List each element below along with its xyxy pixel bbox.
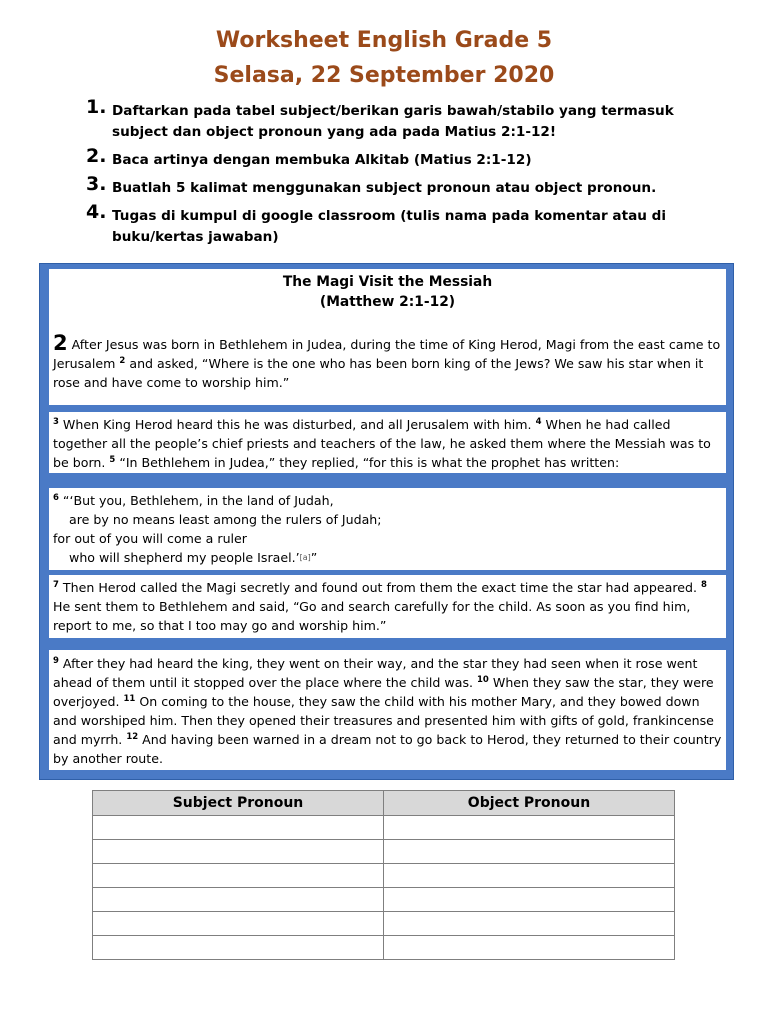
passage-box: [39, 263, 734, 780]
verse-number: 8: [701, 580, 707, 590]
verse-number: 2: [119, 356, 126, 366]
verse-number: 9: [53, 656, 59, 666]
object-pronoun-cell[interactable]: [384, 888, 675, 912]
instruction-number: 2.: [86, 145, 107, 167]
instruction-number: 4.: [86, 201, 107, 223]
instruction-text: Buatlah 5 kalimat menggunakan subject pronoun atau object pronoun.: [112, 180, 657, 196]
instruction-item: [86, 96, 686, 143]
subject-pronoun-cell[interactable]: [93, 888, 384, 912]
instruction-item: [86, 201, 686, 248]
table-row: [93, 936, 675, 960]
passage-panel-intro: [49, 269, 726, 405]
worksheet-date: Selasa, 22 September 2020: [213, 63, 555, 88]
object-pronoun-cell[interactable]: [384, 936, 675, 960]
passage-poem: [53, 491, 722, 567]
subject-pronoun-cell[interactable]: [93, 912, 384, 936]
table-header-row: [93, 791, 675, 816]
instruction-text: Daftarkan pada tabel subject/berikan garis bawah/stabilo yang termasuk subject dan object pronoun yang ada pada Matius 2:1-12!: [112, 103, 674, 140]
subject-pronoun-header: Subject Pronoun: [93, 791, 384, 816]
poem-line: are by no means least among the rulers of Judah;: [53, 512, 382, 527]
verse-text: When he had called together all the people’s chief priests and teachers of the law, he asked them where the Messiah was to be born.: [53, 417, 711, 470]
verse-number: 7: [53, 580, 59, 590]
verse-text: And having been warned in a dream not to go back to Herod, they returned to their country by another route.: [53, 732, 722, 766]
verse-text: When they saw the star, they were overjoyed.: [53, 675, 714, 709]
poem-line: for out of you will come a ruler: [53, 531, 247, 546]
pronoun-table: [92, 790, 675, 960]
passage-paragraph: [53, 578, 722, 635]
table-row: [93, 840, 675, 864]
poem-line: [53, 491, 722, 510]
verse-number: 12: [126, 732, 139, 742]
instruction-item: [86, 173, 686, 199]
verse-text: After Jesus was born in Bethlehem in Judea, during the time of King Herod, Magi from the east came to Jerusalem: [53, 337, 721, 371]
object-pronoun-cell[interactable]: [384, 912, 675, 936]
object-pronoun-cell[interactable]: [384, 864, 675, 888]
passage-paragraph: [53, 415, 722, 472]
instruction-number: 1.: [86, 96, 107, 118]
object-pronoun-header: Object Pronoun: [384, 791, 675, 816]
subject-pronoun-cell[interactable]: [93, 840, 384, 864]
passage-panel-verses-3-5: [49, 412, 726, 473]
verse-text: and asked, “Where is the one who has been born king of the Jews? We saw his star when it rose and have come to worship him.”: [53, 356, 704, 390]
passage-panel-verses-7-8: [49, 575, 726, 638]
object-pronoun-cell[interactable]: [384, 840, 675, 864]
verse-number: 6: [53, 493, 59, 503]
poem-line: [53, 548, 722, 567]
verse-text: ”: [310, 550, 318, 565]
instruction-text: Tugas di kumpul di google classroom (tulis nama pada komentar atau di buku/kertas jawaban): [112, 208, 667, 245]
passage-panel-verse-6: [49, 488, 726, 570]
verse-text: After they had heard the king, they went on their way, and the star they had seen when it rose went ahead of them until it stopped over the place where the child was.: [53, 656, 698, 690]
verse-text: On coming to the house, they saw the child with his mother Mary, and they bowed down and worshiped him. Then they opened their treasures and presented him with gifts of gold, frankincense and myrrh.: [53, 694, 714, 747]
verse-text: “In Bethlehem in Judea,” they replied, “for this is what the prophet has written:: [115, 455, 620, 470]
passage-paragraph: [53, 654, 722, 768]
instruction-text: Baca artinya dengan membuka Alkitab (Matius 2:1-12): [112, 152, 532, 168]
subject-pronoun-cell[interactable]: [93, 936, 384, 960]
instruction-number: 3.: [86, 173, 107, 195]
verse-number: 5: [109, 455, 116, 465]
verse-number: 3: [53, 417, 59, 427]
passage-panel-verses-9-12: [49, 650, 726, 770]
passage-title: The Magi Visit the Messiah: [282, 274, 493, 290]
subject-pronoun-cell[interactable]: [93, 816, 384, 840]
table-row: [93, 816, 675, 840]
table-row: [93, 912, 675, 936]
verse-number: 4: [535, 417, 542, 427]
verse-number: 11: [123, 694, 136, 704]
verse-text: When King Herod heard this he was disturbed, and all Jerusalem with him.: [58, 417, 536, 432]
footnote-marker[interactable]: [a]: [299, 553, 311, 562]
verse-text: Then Herod called the Magi secretly and found out from them the exact time the star had appeared.: [58, 580, 702, 595]
verse-text: He sent them to Bethlehem and said, “Go and search carefully for the child. As soon as you find him, report to me, so that I too may go and worship him.”: [53, 599, 691, 633]
verse-number: 10: [477, 675, 489, 685]
verse-text: “‘But you, Bethlehem, in the land of Judah,: [58, 493, 334, 508]
table-row: [93, 888, 675, 912]
object-pronoun-cell[interactable]: [384, 816, 675, 840]
passage-paragraph: [53, 331, 722, 392]
chapter-number: 2: [53, 331, 68, 355]
subject-pronoun-cell[interactable]: [93, 864, 384, 888]
passage-reference: (Matthew 2:1-12): [319, 294, 456, 310]
table-row: [93, 864, 675, 888]
verse-text: who will shepherd my people Israel.’: [53, 550, 300, 565]
worksheet-title: Worksheet English Grade 5: [215, 28, 553, 53]
instruction-item: [86, 145, 686, 171]
